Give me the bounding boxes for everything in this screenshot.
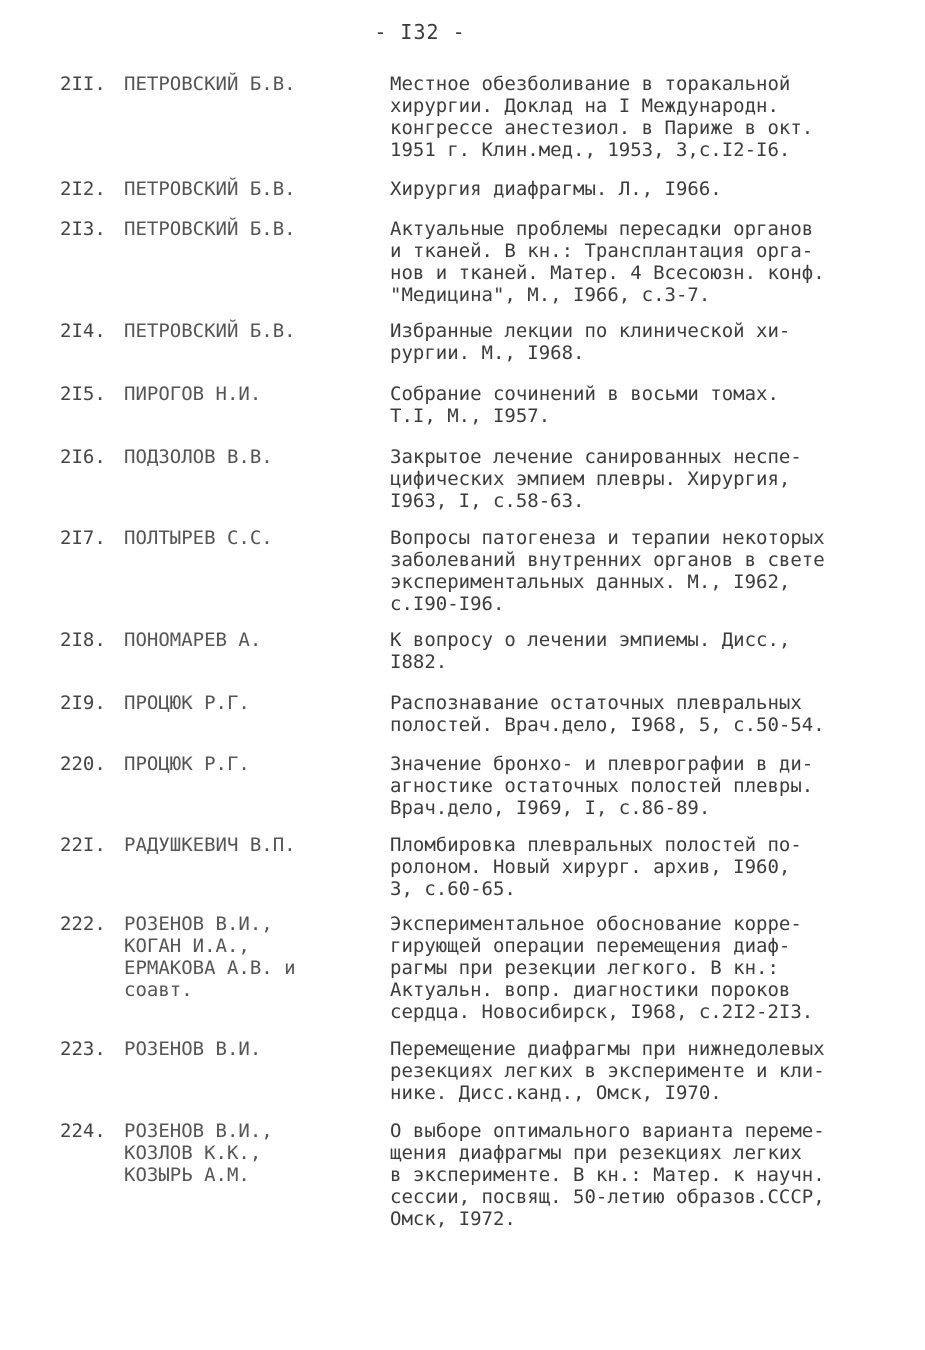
citation-line: К вопросу о лечении эмпиемы. Дисс., xyxy=(390,629,791,651)
author-line: ПЕТРОВСКИЙ Б.В. xyxy=(124,178,296,200)
citation-line: конгрессе анестезиол. в Париже в окт. xyxy=(390,117,814,139)
entry-authors xyxy=(124,1120,382,1186)
citation-line: гирующей операции перемещения диаф- xyxy=(390,935,791,957)
citation-line: цифических эмпием плевры. Хирургия, xyxy=(390,468,791,490)
citation-line: Т.I, М., I957. xyxy=(390,405,551,427)
citation-line: заболеваний внутренних органов в свете xyxy=(390,549,825,571)
citation-line: Омск, I972. xyxy=(390,1208,516,1230)
citation-line: Перемещение диафрагмы при нижнедолевых xyxy=(390,1038,825,1060)
entry-number: 2I4. xyxy=(60,320,106,342)
author-line: КОЗЫРЬ А.М. xyxy=(124,1164,250,1186)
entry-citation xyxy=(390,178,870,200)
entry-citation xyxy=(390,753,870,819)
author-line: РОЗЕНОВ В.И. xyxy=(124,1038,262,1060)
citation-line: Экспериментальное обоснование корре- xyxy=(390,913,802,935)
entry-number: 2I8. xyxy=(60,629,106,651)
author-line: КОГАН И.А., xyxy=(124,935,250,957)
author-line: ПРОЦЮК Р.Г. xyxy=(124,753,250,775)
entry-number: 220. xyxy=(60,753,106,775)
citation-line: Распознавание остаточных плевральных xyxy=(390,692,802,714)
entry-citation xyxy=(390,527,870,615)
citation-line: Вопросы патогенеза и терапии некоторых xyxy=(390,527,825,549)
citation-line: Закрытое лечение санированных неспе- xyxy=(390,446,802,468)
entry-number: 223. xyxy=(60,1038,106,1060)
author-line: ЕРМАКОВА А.В. и xyxy=(124,957,296,979)
entry-citation xyxy=(390,692,870,736)
author-line: ПЕТРОВСКИЙ Б.В. xyxy=(124,218,296,240)
citation-line: Избранные лекции по клинической хи- xyxy=(390,320,791,342)
entry-authors xyxy=(124,1038,382,1060)
entry-authors xyxy=(124,753,382,775)
citation-line: I963, I, с.58-63. xyxy=(390,490,585,512)
citation-line: рагмы при резекции легкого. В кн.: xyxy=(390,957,779,979)
citation-line: сессии, посвящ. 50-летию образов.СССР, xyxy=(390,1186,825,1208)
entry-citation xyxy=(390,629,870,673)
citation-line: 1951 г. Клин.мед., 1953, 3,с.I2-I6. xyxy=(390,139,791,161)
author-line: РОЗЕНОВ В.И., xyxy=(124,913,273,935)
entry-authors xyxy=(124,73,382,95)
citation-line: Собрание сочинений в восьми томах. xyxy=(390,383,779,405)
entry-authors xyxy=(124,527,382,549)
entry-authors xyxy=(124,218,382,240)
entry-authors xyxy=(124,913,382,1001)
entry-authors xyxy=(124,834,382,856)
citation-line: рургии. М., I968. xyxy=(390,342,585,364)
citation-line: I882. xyxy=(390,651,448,673)
citation-line: Значение бронхо- и плеврографии в ди- xyxy=(390,753,814,775)
entry-citation xyxy=(390,446,870,512)
citation-line: О выборе оптимального варианта переме- xyxy=(390,1120,825,1142)
author-line: ПЕТРОВСКИЙ Б.В. xyxy=(124,320,296,342)
citation-line: Пломбировка плевральных полостей по- xyxy=(390,834,802,856)
citation-line: экспериментальных данных. М., I962, xyxy=(390,571,791,593)
entry-number: 2I3. xyxy=(60,218,106,240)
author-line: ПОНОМАРЕВ А. xyxy=(124,629,262,651)
citation-line: Местное обезболивание в торакальной xyxy=(390,73,791,95)
page-number: - I32 - xyxy=(374,20,466,44)
citation-line: "Медицина", М., I966, с.3-7. xyxy=(390,284,711,306)
author-line: РАДУШКЕВИЧ В.П. xyxy=(124,834,296,856)
citation-line: полостей. Врач.дело, I968, 5, с.50-54. xyxy=(390,714,825,736)
author-line: ПОЛТЫРЕВ С.С. xyxy=(124,527,273,549)
author-line: ПОДЗОЛОВ В.В. xyxy=(124,446,273,468)
citation-line: ролоном. Новый хирург. архив, I960, xyxy=(390,856,791,878)
author-line: РОЗЕНОВ В.И., xyxy=(124,1120,273,1142)
entry-authors xyxy=(124,446,382,468)
citation-line: нике. Дисс.канд., Омск, I970. xyxy=(390,1082,722,1104)
citation-line: Актуальные проблемы пересадки органов xyxy=(390,218,814,240)
author-line: ПЕТРОВСКИЙ Б.В. xyxy=(124,73,296,95)
entry-authors xyxy=(124,692,382,714)
author-line: ПИРОГОВ Н.И. xyxy=(124,383,262,405)
citation-line: сердца. Новосибирск, I968, с.2I2-2I3. xyxy=(390,1001,814,1023)
citation-line: резекциях легких в эксперименте и кли- xyxy=(390,1060,825,1082)
citation-line: Врач.дело, I969, I, с.86-89. xyxy=(390,797,711,819)
entry-citation xyxy=(390,1038,870,1104)
citation-line: 3, с.60-65. xyxy=(390,878,516,900)
citation-line: Актуальн. вопр. диагностики пороков xyxy=(390,979,791,1001)
citation-line: в эксперименте. В кн.: Матер. к научн. xyxy=(390,1164,825,1186)
entry-authors xyxy=(124,383,382,405)
entry-number: 2II. xyxy=(60,73,106,95)
entry-authors xyxy=(124,629,382,651)
entry-authors xyxy=(124,320,382,342)
entry-number: 2I9. xyxy=(60,692,106,714)
entry-citation xyxy=(390,218,870,306)
entry-citation xyxy=(390,913,870,1023)
citation-line: хирургии. Доклад на I Международн. xyxy=(390,95,779,117)
citation-line: с.I90-I96. xyxy=(390,593,505,615)
citation-line: щения диафрагмы при резекциях легких xyxy=(390,1142,802,1164)
author-line: КОЗЛОВ К.К., xyxy=(124,1142,262,1164)
author-line: соавт. xyxy=(124,979,193,1001)
entry-number: 22I. xyxy=(60,834,106,856)
entry-number: 2I7. xyxy=(60,527,106,549)
citation-line: Хирургия диафрагмы. Л., I966. xyxy=(390,178,722,200)
citation-line: и тканей. В кн.: Трансплантация орга- xyxy=(390,240,814,262)
entry-citation xyxy=(390,383,870,427)
entry-authors xyxy=(124,178,382,200)
citation-line: агностике остаточных полостей плевры. xyxy=(390,775,814,797)
entry-number: 2I6. xyxy=(60,446,106,468)
author-line: ПРОЦЮК Р.Г. xyxy=(124,692,250,714)
entry-citation xyxy=(390,320,870,364)
entry-number: 224. xyxy=(60,1120,106,1142)
entry-number: 2I2. xyxy=(60,178,106,200)
entry-citation xyxy=(390,834,870,900)
citation-line: нов и тканей. Матер. 4 Всесоюзн. конф. xyxy=(390,262,825,284)
entry-number: 2I5. xyxy=(60,383,106,405)
entry-citation xyxy=(390,1120,870,1230)
entry-citation xyxy=(390,73,870,161)
entry-number: 222. xyxy=(60,913,106,935)
